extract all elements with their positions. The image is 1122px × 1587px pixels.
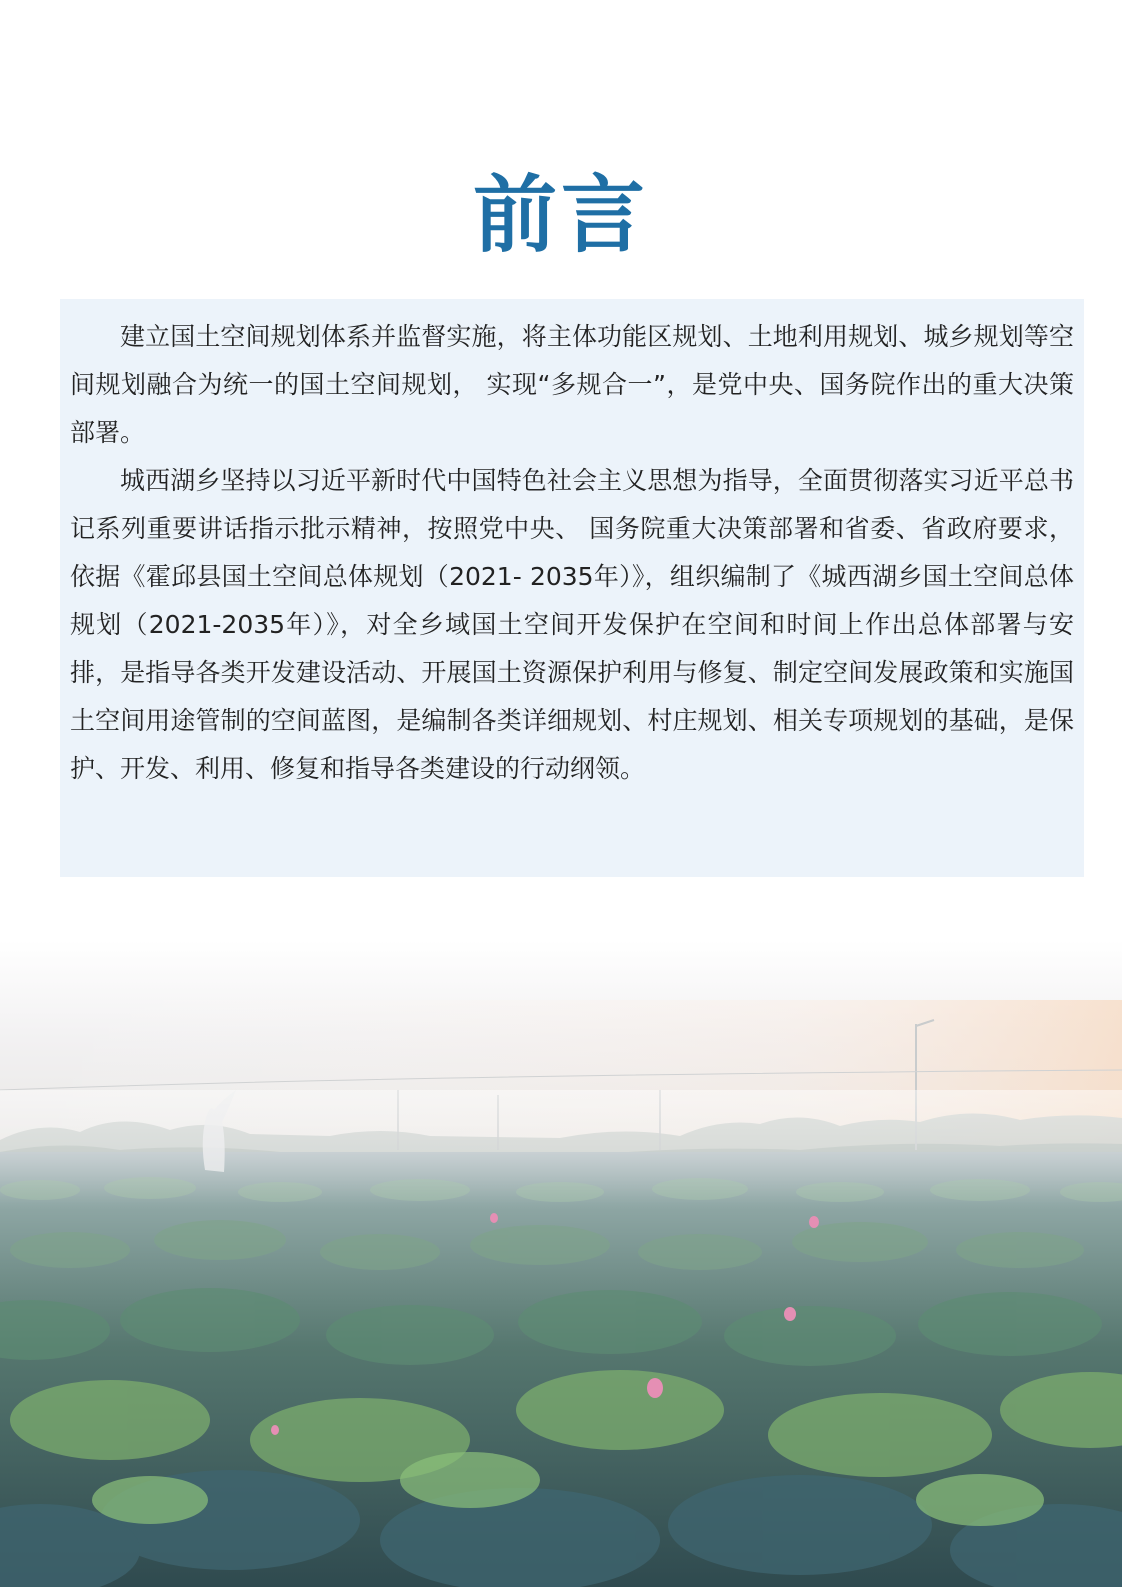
lotus-field-photo <box>0 940 1122 1587</box>
preface-paragraph-1: 建立国土空间规划体系并监督实施，将主体功能区规划、土地利用规划、城乡规划等空间规划融合为统一的国土空间规划， 实现“多规合一”，是党中央、国务院作出的重大决策部署。 <box>70 322 1074 447</box>
preface-text-panel <box>60 299 1084 877</box>
preface-paragraph-2: 城西湖乡坚持以习近平新时代中国特色社会主义思想为指导，全面贯彻落实习近平总书记系列重要讲话指示批示精神，按照党中央、 国务院重大决策部署和省委、省政府要求，依据《霍邱县国土空间总体规划（2021- 2035年）》，组织编制了《城西湖乡国土空间总体规划（2021-2035年）》，对全乡域国土空间开发保护在空间和时间上作出总体部署与安排，是指导各类开发建设活动、开展国土资源保护利用与修复、制定空间发展政策和实施国土空间用途管制的空间蓝图，是编制各类详细规划、村庄规划、相关专项规划的基础，是保护、开发、利用、修复和指导各类建设的行动纲领。 <box>70 466 1074 783</box>
page-title: 前言 <box>472 166 649 264</box>
